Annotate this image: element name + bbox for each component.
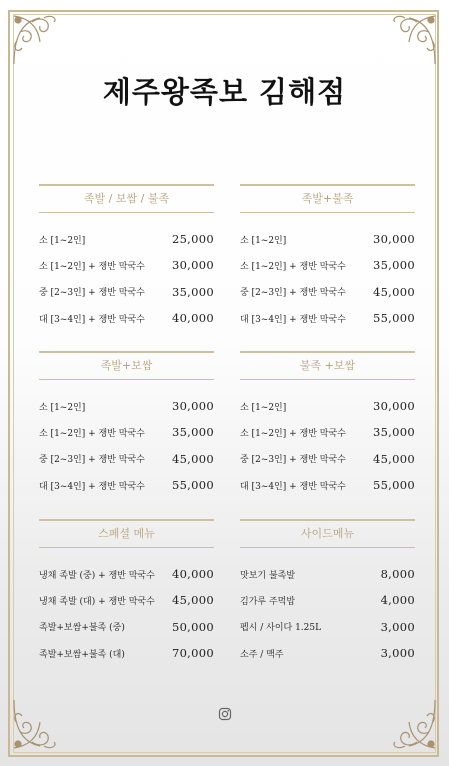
item-name: 중 [2~3인] + 쟁반 막국수: [240, 455, 346, 466]
item-price: 45,000: [171, 451, 214, 466]
menu-item: [39, 226, 214, 252]
menu-section: [240, 184, 415, 331]
menu-section: [39, 519, 214, 666]
item-price: 55,000: [171, 478, 214, 493]
section-heading: 족발+불족: [240, 184, 415, 213]
item-price: 8,000: [380, 567, 415, 582]
page-title: 제주왕족보 김해점: [102, 75, 347, 109]
item-name: 소 [1~2인]: [240, 235, 287, 246]
menu-item: [240, 472, 415, 498]
item-price: 4,000: [380, 593, 415, 608]
menu-item: [39, 393, 214, 419]
item-price: 3,000: [380, 646, 415, 661]
item-name: 소 [1~2인] + 쟁반 막국수: [39, 428, 145, 439]
menu-item: [240, 614, 415, 640]
item-name: 김가루 주먹밥: [240, 596, 296, 607]
item-price: 40,000: [171, 311, 214, 326]
item-price: 45,000: [372, 451, 415, 466]
item-name: 소 [1~2인] + 쟁반 막국수: [240, 261, 346, 272]
item-price: 25,000: [171, 232, 214, 247]
menu-section: [240, 519, 415, 666]
item-price: 30,000: [171, 399, 214, 414]
item-name: 펩시 / 사이다 1.25L: [240, 623, 322, 634]
item-price: 50,000: [171, 619, 214, 634]
section-heading: 사이드메뉴: [240, 519, 415, 548]
item-price: 40,000: [171, 567, 214, 582]
item-name: 소 [1~2인]: [39, 402, 86, 413]
item-name: 족발+보쌈+불족 (중): [39, 623, 125, 634]
menu-item: [39, 446, 214, 472]
item-price: 30,000: [372, 399, 415, 414]
item-price: 55,000: [372, 478, 415, 493]
menu-item: [240, 305, 415, 331]
item-name: 대 [3~4인] + 쟁반 막국수: [240, 481, 346, 492]
menu-item: [240, 446, 415, 472]
item-price: 35,000: [372, 425, 415, 440]
corner-ornament-icon: [383, 696, 439, 752]
item-price: 45,000: [171, 593, 214, 608]
menu-item: [240, 587, 415, 613]
item-name: 소주 / 맥주: [240, 649, 284, 660]
item-price: 30,000: [171, 258, 214, 273]
item-name: 중 [2~3인] + 쟁반 막국수: [39, 288, 145, 299]
menu-item: [240, 279, 415, 305]
menu-item: [39, 561, 214, 587]
corner-ornament-icon: [10, 12, 66, 68]
menu-section: [39, 184, 214, 331]
item-price: 35,000: [171, 284, 214, 299]
menu-item: [240, 226, 415, 252]
section-heading: 스페셜 메뉴: [39, 519, 214, 548]
section-heading: 족발 / 보쌈 / 불족: [39, 184, 214, 213]
item-name: 소 [1~2인] + 쟁반 막국수: [240, 428, 346, 439]
section-heading: 족발+보쌈: [39, 351, 214, 380]
item-price: 35,000: [171, 425, 214, 440]
menu-section: [39, 351, 214, 498]
item-name: 소 [1~2인] + 쟁반 막국수: [39, 261, 145, 272]
menu-item: [39, 305, 214, 331]
instagram-icon[interactable]: [218, 706, 232, 720]
menu-item: [39, 252, 214, 278]
menu-item: [39, 279, 214, 305]
item-price: 35,000: [372, 258, 415, 273]
item-name: 소 [1~2인]: [39, 235, 86, 246]
menu-section: [240, 351, 415, 498]
item-name: 대 [3~4인] + 쟁반 막국수: [240, 314, 346, 325]
menu-item: [39, 614, 214, 640]
menu-item: [39, 640, 214, 666]
menu-item: [39, 472, 214, 498]
menu-item: [240, 419, 415, 445]
menu-item: [240, 640, 415, 666]
corner-ornament-icon: [10, 696, 66, 752]
item-name: 맛보기 불족발: [240, 570, 296, 581]
item-name: 중 [2~3인] + 쟁반 막국수: [240, 288, 346, 299]
item-price: 70,000: [171, 646, 214, 661]
menu-item: [39, 419, 214, 445]
item-price: 55,000: [372, 311, 415, 326]
menu-item: [240, 393, 415, 419]
item-name: 소 [1~2인]: [240, 402, 287, 413]
menu-item: [39, 587, 214, 613]
item-name: 대 [3~4인] + 쟁반 막국수: [39, 481, 145, 492]
item-name: 냉채 족발 (중) + 쟁반 막국수: [39, 570, 155, 581]
item-name: 족발+보쌈+불족 (대): [39, 649, 125, 660]
item-name: 대 [3~4인] + 쟁반 막국수: [39, 314, 145, 325]
menu-item: [240, 252, 415, 278]
item-name: 냉채 족발 (대) + 쟁반 막국수: [39, 596, 155, 607]
item-price: 30,000: [372, 232, 415, 247]
section-heading: 불족 +보쌈: [240, 351, 415, 380]
menu-item: [240, 561, 415, 587]
item-price: 45,000: [372, 284, 415, 299]
item-name: 중 [2~3인] + 쟁반 막국수: [39, 455, 145, 466]
item-price: 3,000: [380, 619, 415, 634]
corner-ornament-icon: [383, 12, 439, 68]
